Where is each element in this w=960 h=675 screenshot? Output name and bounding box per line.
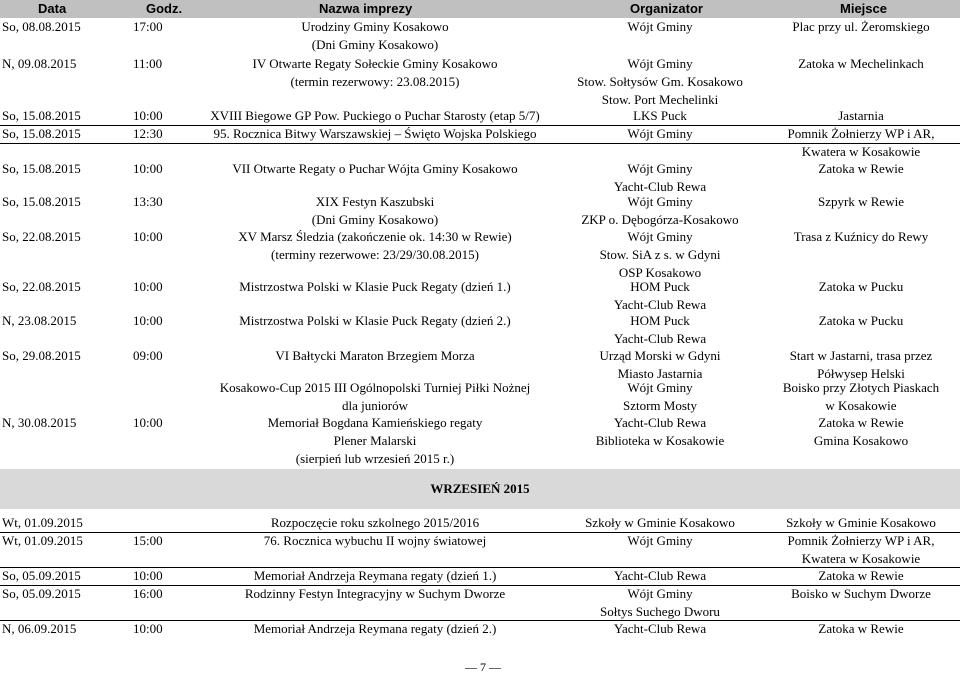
cell-place-line: Pomnik Żołnierzy WP i AR, <box>787 126 935 141</box>
cell-organizer-line: Yacht-Club Rewa <box>613 568 707 583</box>
cell-organizer-line: Wójt Gminy <box>627 126 693 141</box>
cell-organizer <box>560 585 760 621</box>
cell-organizer-line: Biblioteka w Kosakowie <box>595 433 725 448</box>
cell-time: 10:00 <box>133 313 163 328</box>
cell-organizer-line: Sztorm Mosty <box>622 398 698 413</box>
cell-event-line: (sierpień lub wrzesień 2015 r.) <box>295 451 455 466</box>
cell-organizer <box>560 55 760 109</box>
cell-event-line: XVIII Biegowe GP Pow. Puckiego o Puchar Starosty (etap 5/7) <box>210 108 540 123</box>
cell-place-line: Pomnik Żołnierzy WP i AR, <box>787 533 935 548</box>
cell-event <box>205 432 545 468</box>
cell-organizer-line: Yacht-Club Rewa <box>613 621 707 636</box>
cell-place <box>765 532 957 568</box>
cell-date: Wt, 01.09.2015 <box>2 515 83 530</box>
cell-place-line: Zatoka w Pucku <box>818 279 904 294</box>
cell-place <box>765 18 957 36</box>
header-organizer: Organizator <box>630 1 703 16</box>
cell-organizer-line: Szkoły w Gminie Kosakowo <box>585 515 735 530</box>
cell-event-line: Rozpoczęcie roku szkolnego 2015/2016 <box>270 515 480 530</box>
cell-place <box>765 278 957 296</box>
cell-time: 13:30 <box>133 194 163 209</box>
cell-organizer-line: Yacht-Club Rewa <box>613 297 707 312</box>
cell-organizer <box>560 228 760 282</box>
cell-place-line: Plac przy ul. Żeromskiego <box>792 19 930 34</box>
cell-place-line: Kwatera w Kosakowie <box>801 144 921 159</box>
page-number: — 7 — <box>465 660 501 674</box>
cell-time: 10:00 <box>133 279 163 294</box>
cell-event-line: XIX Festyn Kaszubski <box>315 194 435 209</box>
cell-place <box>765 193 957 211</box>
cell-place <box>765 379 957 415</box>
cell-time: 10:00 <box>133 568 163 583</box>
cell-time: 09:00 <box>133 348 163 363</box>
header-date: Data <box>38 1 67 16</box>
cell-place-line: Kwatera w Kosakowie <box>801 551 921 566</box>
cell-event-line: (termin rezerwowy: 23.08.2015) <box>290 74 460 89</box>
cell-time: 10:00 <box>133 108 163 123</box>
cell-place-line: Zatoka w Mechelinkach <box>798 56 924 71</box>
cell-event-line: (terminy rezerwowe: 23/29/30.08.2015) <box>271 247 479 262</box>
cell-place-line: Półwysep Helski <box>817 366 905 381</box>
cell-organizer-line: OSP Kosakowo <box>618 265 702 280</box>
row-divider <box>0 585 960 586</box>
cell-date: So, 08.08.2015 <box>2 19 81 34</box>
cell-place-line: Trasa z Kuźnicy do Rewy <box>793 229 929 244</box>
cell-date: So, 22.08.2015 <box>2 279 81 294</box>
cell-event <box>205 278 545 296</box>
cell-place-line: Zatoka w Rewie <box>818 621 904 636</box>
month-title: WRZESIEŃ 2015 <box>430 481 530 496</box>
cell-event <box>205 125 545 143</box>
cell-place <box>765 312 957 330</box>
cell-place-line: Boisko w Suchym Dworze <box>791 586 931 601</box>
cell-organizer <box>560 514 760 532</box>
cell-date: N, 06.09.2015 <box>2 621 77 636</box>
cell-time: 16:00 <box>133 586 163 601</box>
cell-organizer-line: Stow. SiA z s. w Gdyni <box>599 247 721 262</box>
cell-event-line: IV Otwarte Regaty Sołeckie Gminy Kosakowo <box>252 56 498 71</box>
cell-date: So, 15.08.2015 <box>2 161 81 176</box>
row-divider <box>0 125 960 126</box>
cell-organizer-line: Urząd Morski w Gdyni <box>599 348 721 363</box>
cell-time: 15:00 <box>133 533 163 548</box>
cell-time: 12:30 <box>133 126 163 141</box>
cell-date: Wt, 01.09.2015 <box>2 533 83 548</box>
cell-place <box>765 585 957 603</box>
cell-place-line: Zatoka w Rewie <box>818 415 904 430</box>
row-divider <box>0 567 960 568</box>
cell-organizer-line: Stow. Port Mechelinki <box>601 92 719 107</box>
cell-place-line: Zatoka w Rewie <box>818 568 904 583</box>
cell-event-line: Rodzinny Festyn Integracyjny w Suchym Dworze <box>244 586 506 601</box>
cell-event-line: 95. Rocznica Bitwy Warszawskiej – Święto Wojska Polskiego <box>213 126 537 141</box>
cell-place-line: Zatoka w Rewie <box>818 161 904 176</box>
cell-place-line: Start w Jastarni, trasa przez <box>789 348 933 363</box>
cell-place <box>765 347 957 383</box>
cell-event-line: VII Otwarte Regaty o Puchar Wójta Gminy Kosakowo <box>232 161 518 176</box>
cell-date: So, 05.09.2015 <box>2 568 81 583</box>
cell-date: So, 15.08.2015 <box>2 126 81 141</box>
cell-time: 10:00 <box>133 229 163 244</box>
cell-date: N, 30.08.2015 <box>2 415 77 430</box>
cell-organizer <box>560 278 760 314</box>
cell-place <box>765 432 957 450</box>
cell-date: So, 29.08.2015 <box>2 348 81 363</box>
cell-event <box>205 107 545 125</box>
cell-event <box>205 228 545 264</box>
cell-event <box>205 18 545 54</box>
cell-place <box>765 414 957 432</box>
cell-place-line: Szpyrk w Rewie <box>818 194 904 209</box>
cell-event-line: VI Bałtycki Maraton Brzegiem Morza <box>275 348 475 363</box>
cell-organizer-line: Wójt Gminy <box>627 19 693 34</box>
cell-organizer-line: Wójt Gminy <box>627 380 693 395</box>
cell-date: N, 09.08.2015 <box>2 56 77 71</box>
cell-event-line: dla juniorów <box>341 398 409 413</box>
cell-event <box>205 585 545 603</box>
cell-organizer <box>560 347 760 383</box>
cell-place <box>765 228 957 246</box>
cell-event <box>205 379 545 415</box>
cell-organizer-line: HOM Puck <box>630 313 690 328</box>
row-divider <box>0 143 960 144</box>
cell-time: 11:00 <box>133 56 163 71</box>
cell-organizer <box>560 414 760 432</box>
cell-organizer <box>560 620 760 638</box>
cell-organizer-line: Wójt Gminy <box>627 56 693 71</box>
cell-event-line: Mistrzostwa Polski w Klasie Puck Regaty (dzień 1.) <box>239 279 511 294</box>
cell-event-line: 76. Rocznica wybuchu II wojny światowej <box>263 533 487 548</box>
header-place: Miejsce <box>840 1 887 16</box>
cell-organizer <box>560 125 760 143</box>
header-time: Godz. <box>146 1 183 16</box>
cell-time: 10:00 <box>133 621 163 636</box>
cell-event <box>205 414 545 432</box>
cell-organizer-line: ZKP o. Dębogórza-Kosakowo <box>581 212 739 227</box>
cell-event-line: Plener Malarski <box>333 433 417 448</box>
cell-event <box>205 312 545 330</box>
cell-date: N, 23.08.2015 <box>2 313 77 328</box>
cell-organizer-line: Wójt Gminy <box>627 161 693 176</box>
cell-event-line: Mistrzostwa Polski w Klasie Puck Regaty (dzień 2.) <box>239 313 511 328</box>
cell-organizer <box>560 107 760 125</box>
cell-organizer <box>560 193 760 229</box>
cell-event-line: (Dni Gminy Kosakowo) <box>311 37 439 52</box>
page-number-text: 7 <box>480 660 489 674</box>
cell-event-line: XV Marsz Śledzia (zakończenie ok. 14:30 w Rewie) <box>238 229 512 244</box>
month-band <box>0 469 960 509</box>
cell-place <box>765 55 957 73</box>
cell-event-line: (Dni Gminy Kosakowo) <box>311 212 439 227</box>
cell-organizer-line: LKS Puck <box>633 108 687 123</box>
cell-date: So, 05.09.2015 <box>2 586 81 601</box>
cell-organizer-line: Yacht-Club Rewa <box>613 331 707 346</box>
cell-organizer-line: Stow. Sołtysów Gm. Kosakowo <box>577 74 743 89</box>
cell-organizer-line: Yacht-Club Rewa <box>613 415 707 430</box>
cell-organizer-line: Wójt Gminy <box>627 533 693 548</box>
cell-date: So, 22.08.2015 <box>2 229 81 244</box>
cell-event <box>205 567 545 585</box>
cell-organizer <box>560 567 760 585</box>
cell-organizer <box>560 432 760 450</box>
cell-place-line: Jastarnia <box>838 108 884 123</box>
cell-place-line: Zatoka w Pucku <box>818 313 904 328</box>
cell-place <box>765 107 957 125</box>
cell-place <box>765 514 957 532</box>
cell-time: 10:00 <box>133 161 163 176</box>
cell-place-line: Gmina Kosakowo <box>813 433 909 448</box>
cell-event-line: Urodziny Gminy Kosakowo <box>301 19 449 34</box>
cell-organizer <box>560 532 760 550</box>
cell-event-line: Memoriał Andrzeja Reymana regaty (dzień 2.) <box>253 621 497 636</box>
cell-organizer <box>560 312 760 348</box>
header-event: Nazwa imprezy <box>319 1 413 16</box>
cell-organizer-line: Wójt Gminy <box>627 194 693 209</box>
cell-place-line: Szkoły w Gminie Kosakowo <box>786 515 936 530</box>
row-divider <box>0 532 960 533</box>
cell-date: So, 15.08.2015 <box>2 108 81 123</box>
cell-organizer-line: Wójt Gminy <box>627 586 693 601</box>
cell-event <box>205 193 545 229</box>
table-header <box>0 0 960 18</box>
cell-place <box>765 567 957 585</box>
cell-organizer-line: Yacht-Club Rewa <box>613 179 707 194</box>
cell-time: 10:00 <box>133 415 163 430</box>
cell-organizer-line: Miasto Jastarnia <box>617 366 703 381</box>
cell-event <box>205 160 545 178</box>
cell-event-line: Memoriał Andrzeja Reymana regaty (dzień 1.) <box>253 568 497 583</box>
cell-organizer-line: HOM Puck <box>630 279 690 294</box>
cell-organizer <box>560 160 760 196</box>
cell-place <box>765 620 957 638</box>
cell-event-line: Memoriał Bogdana Kamieńskiego regaty <box>267 415 483 430</box>
cell-event <box>205 55 545 91</box>
cell-event <box>205 620 545 638</box>
cell-place-line: Boisko przy Złotych Piaskach <box>782 380 940 395</box>
cell-place-line: w Kosakowie <box>825 398 897 413</box>
cell-event-line: Kosakowo-Cup 2015 III Ogólnopolski Turniej Piłki Nożnej <box>219 380 531 395</box>
cell-date: So, 15.08.2015 <box>2 194 81 209</box>
cell-event <box>205 532 545 550</box>
cell-place <box>765 160 957 178</box>
cell-event <box>205 514 545 532</box>
cell-organizer <box>560 18 760 36</box>
cell-organizer <box>560 379 760 415</box>
cell-organizer-line: Wójt Gminy <box>627 229 693 244</box>
cell-organizer-line: Sołtys Suchego Dworu <box>600 604 720 619</box>
cell-time: 17:00 <box>133 19 163 34</box>
cell-event <box>205 347 545 365</box>
row-divider <box>0 620 960 621</box>
